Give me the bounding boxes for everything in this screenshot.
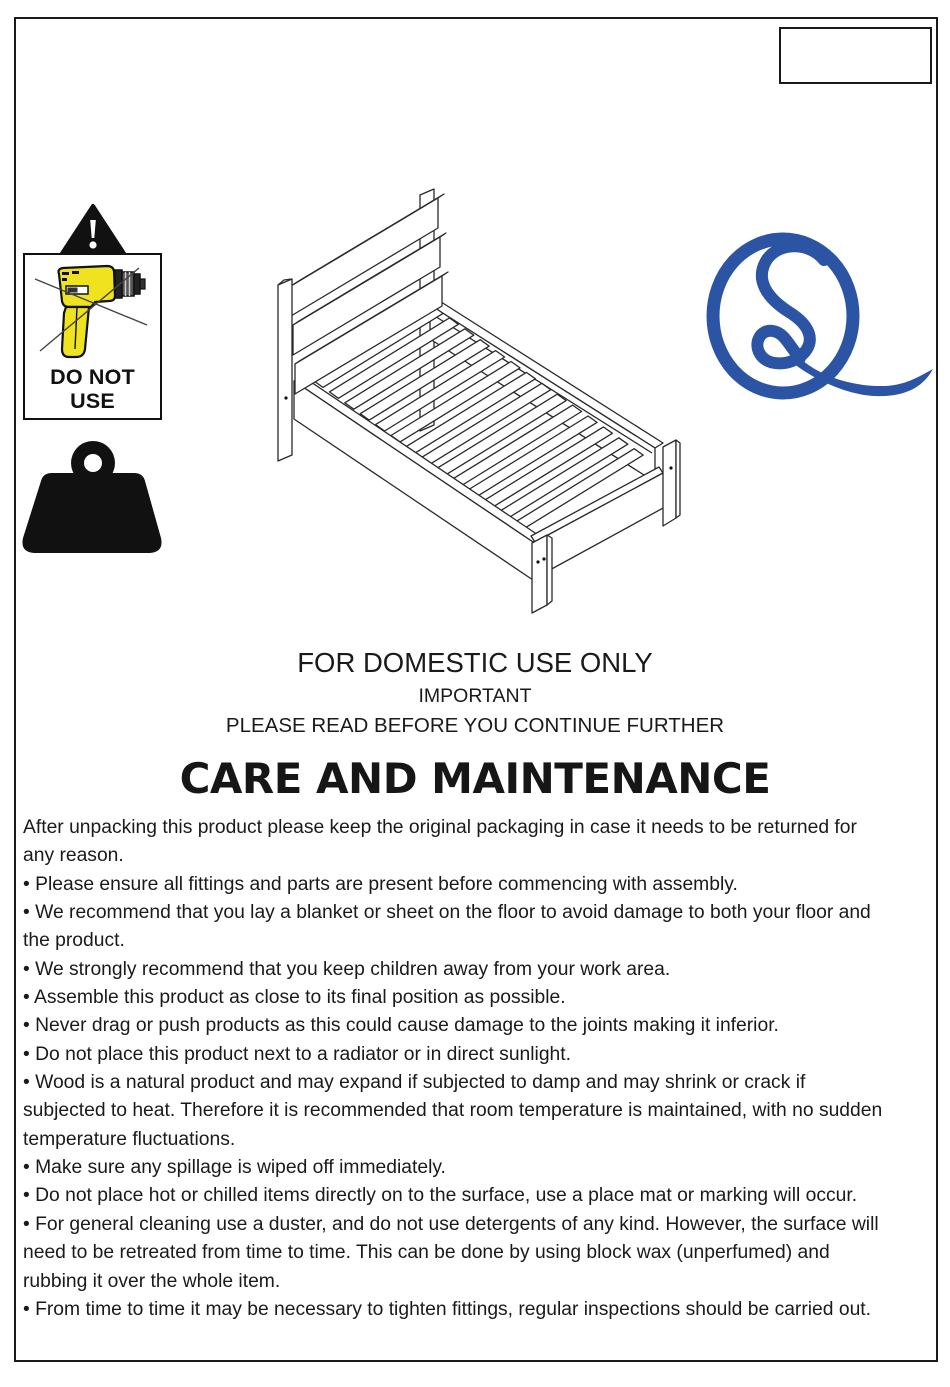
single-bed-frame-line-drawing (262, 185, 707, 635)
care-instruction-line: • Wood is a natural product and may expand if subjected to damp and may shrink or crack if (23, 1072, 806, 1094)
care-instruction-line: • Do not place this product next to a radiator or in direct sunlight. (23, 1043, 571, 1065)
care-instruction-line: • For general cleaning use a duster, and do not use detergents of any kind. However, the surface will (23, 1213, 879, 1235)
heading-please-read: PLEASE READ BEFORE YOU CONTINUE FURTHER (225, 714, 725, 737)
do-not-use-sign (23, 253, 162, 420)
do-not-use-line2: USE (70, 389, 115, 413)
care-instruction-line: need to be retreated from time to time. This can be done by using block wax (unperfumed) and (23, 1242, 830, 1264)
heading-important: IMPORTANT (418, 685, 532, 707)
care-instruction-line: • Make sure any spillage is wiped off immediately. (23, 1157, 446, 1179)
page-title: CARE AND MAINTENANCE (179, 754, 771, 803)
care-instruction-line: • We recommend that you lay a blanket or sheet on the floor to avoid damage to both your floor and (23, 902, 871, 924)
heading-domestic-use: FOR DOMESTIC USE ONLY (297, 647, 653, 678)
do-not-use-label (25, 365, 160, 413)
care-instruction-line: any reason. (23, 845, 124, 867)
care-instruction-line: • Please ensure all fittings and parts are present before commencing with assembly. (23, 873, 738, 895)
power-drill-crossed-out-icon (33, 261, 153, 363)
care-instruction-line: • Assemble this product as close to its final position as possible. (23, 987, 566, 1009)
care-instruction-line: temperature fluctuations. (23, 1128, 236, 1150)
reference-box (779, 27, 932, 84)
do-not-use-line1: DO NOT (50, 365, 135, 389)
care-instruction-line: • We strongly recommend that you keep children away from your work area. (23, 958, 671, 980)
heavy-weight-icon (20, 440, 163, 558)
care-instruction-line: • Never drag or push products as this could cause damage to the joints making it inferior. (23, 1015, 779, 1037)
care-instruction-line: rubbing it over the whole item. (23, 1270, 281, 1292)
care-instruction-line: the product. (23, 930, 125, 952)
care-instruction-line: • Do not place hot or chilled items directly on to the surface, use a place mat or marking will occur. (23, 1185, 858, 1207)
care-instruction-line: After unpacking this product please keep the original packaging in case it needs to be returned for (23, 817, 857, 838)
warning-triangle-icon (58, 203, 128, 257)
care-instruction-line: subjected to heat. Therefore it is recommended that room temperature is maintained, with no sudden (23, 1100, 883, 1122)
care-instructions (23, 814, 935, 1324)
care-instruction-line: • From time to time it may be necessary to tighten fittings, regular inspections should be carried out. (23, 1298, 872, 1320)
sq-script-logo (703, 223, 938, 408)
